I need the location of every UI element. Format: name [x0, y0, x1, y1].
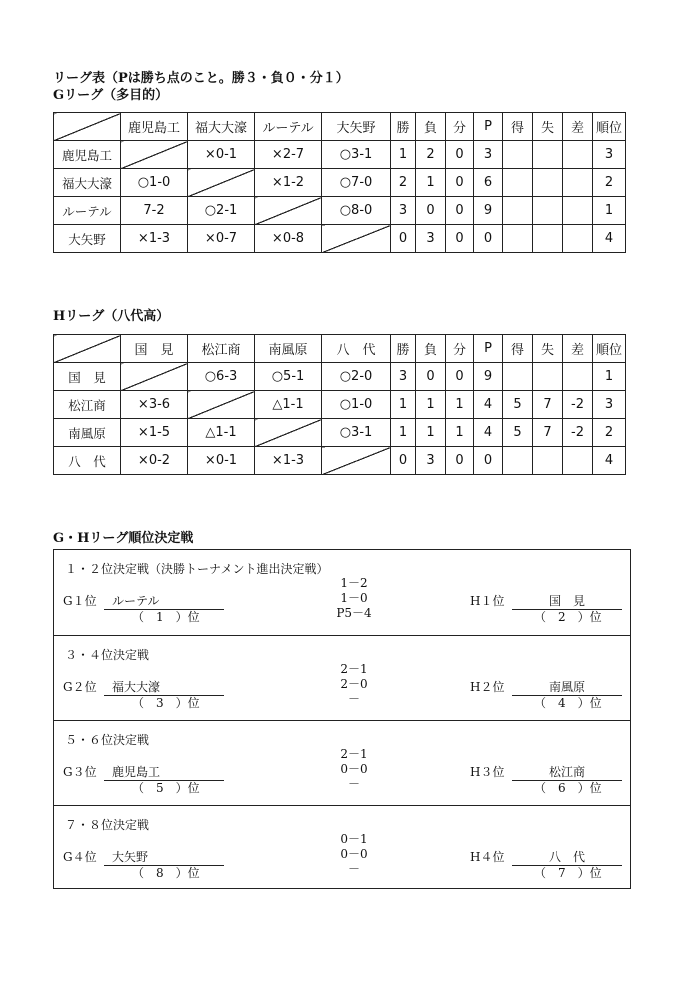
left-team-name: 大矢野	[104, 848, 224, 866]
table-cell	[563, 197, 593, 225]
table-cell: 9	[474, 363, 503, 391]
match-title: １・２位決定戦（決勝トーナメント進出決定戦）	[65, 562, 329, 576]
table-cell: 1	[446, 391, 474, 419]
score-line: 0－0	[340, 762, 368, 776]
table-header-row	[54, 113, 626, 141]
table-cell: 4	[593, 225, 626, 253]
score-line: －	[347, 777, 360, 791]
self-match-cell	[188, 169, 255, 197]
table-row	[54, 225, 626, 253]
header-cell: 差	[563, 335, 593, 363]
table-cell: 1	[593, 197, 626, 225]
table-cell: 7-2	[121, 197, 188, 225]
table-cell	[533, 225, 563, 253]
header-cell: 勝	[391, 335, 416, 363]
table-cell: 1	[391, 391, 416, 419]
table-cell: ×0-2	[121, 447, 188, 475]
header-cell: 大矢野	[322, 113, 391, 141]
table-cell	[533, 141, 563, 169]
table-cell: 0	[446, 169, 474, 197]
row-team-cell: 南風原	[54, 419, 121, 447]
h-league-table	[53, 334, 626, 475]
header-cell: 分	[446, 335, 474, 363]
header-cell: 差	[563, 113, 593, 141]
right-final-rank: （ 7 ）位	[534, 866, 602, 880]
header-cell: 失	[533, 113, 563, 141]
match-title: ７・８位決定戦	[65, 818, 150, 832]
g-league-table	[53, 112, 626, 253]
header-cell: 南風原	[255, 335, 322, 363]
table-cell: 1	[446, 419, 474, 447]
table-cell: ×0-1	[188, 141, 255, 169]
table-cell: ○5-1	[255, 363, 322, 391]
table-cell: -2	[563, 419, 593, 447]
score-line: 2－1	[340, 662, 368, 676]
table-cell	[533, 363, 563, 391]
table-cell: 0	[446, 225, 474, 253]
table-cell: 5	[503, 391, 533, 419]
table-cell: ○6-3	[188, 363, 255, 391]
h-league-title: Hリーグ（八代高）	[53, 309, 170, 324]
self-match-cell	[255, 419, 322, 447]
right-seed-label: H２位	[470, 680, 505, 694]
page-title: リーグ表（Pは勝ち点のこと。勝３・負０・分１）	[53, 71, 349, 86]
table-cell	[563, 447, 593, 475]
table-cell: ×3-6	[121, 391, 188, 419]
left-final-rank: （ 3 ）位	[132, 696, 200, 710]
score-line: 1－0	[340, 591, 368, 605]
playoffs-title: G・Hリーグ順位決定戦	[53, 531, 194, 546]
table-cell: 3	[416, 225, 446, 253]
right-seed-label: H４位	[470, 850, 505, 864]
left-team-name: 鹿児島工	[104, 763, 224, 781]
table-cell: ×0-8	[255, 225, 322, 253]
table-cell: ○1-0	[322, 391, 391, 419]
table-cell: 2	[391, 169, 416, 197]
table-cell: ×1-2	[255, 169, 322, 197]
table-cell: ×0-1	[188, 447, 255, 475]
row-team-cell: 大矢野	[54, 225, 121, 253]
table-row	[54, 419, 626, 447]
table-cell: ×1-3	[255, 447, 322, 475]
table-cell	[533, 197, 563, 225]
right-team-name: 国 見	[512, 592, 622, 610]
header-cell: P	[474, 113, 503, 141]
right-team-name: 松江商	[512, 763, 622, 781]
row-team-cell: 国 見	[54, 363, 121, 391]
row-team-cell: 鹿児島工	[54, 141, 121, 169]
table-cell: 7	[533, 391, 563, 419]
table-cell: 4	[474, 419, 503, 447]
right-seed-label: H３位	[470, 765, 505, 779]
self-match-cell	[121, 141, 188, 169]
table-cell: ○7-0	[322, 169, 391, 197]
score-line: －	[347, 862, 360, 876]
header-cell: 負	[416, 113, 446, 141]
playoffs-box	[53, 549, 631, 889]
row-team-cell: ルーテル	[54, 197, 121, 225]
table-cell: 0	[446, 447, 474, 475]
table-cell	[563, 225, 593, 253]
self-match-cell	[188, 391, 255, 419]
score-line: P5－4	[336, 606, 372, 620]
table-cell: △1-1	[255, 391, 322, 419]
table-cell: ○8-0	[322, 197, 391, 225]
table-row	[54, 391, 626, 419]
score-line: 0－0	[340, 847, 368, 861]
right-final-rank: （ 4 ）位	[534, 696, 602, 710]
left-team-name: 福大大濠	[104, 678, 224, 696]
table-cell: 1	[391, 419, 416, 447]
right-final-rank: （ 6 ）位	[534, 781, 602, 795]
table-cell: 3	[593, 141, 626, 169]
table-cell	[563, 363, 593, 391]
table-cell	[503, 225, 533, 253]
score-line: 0－1	[340, 832, 368, 846]
playoff-match	[54, 720, 630, 806]
right-team-name: 八 代	[512, 848, 622, 866]
table-cell	[503, 447, 533, 475]
header-cell: 八 代	[322, 335, 391, 363]
table-cell: 3	[474, 141, 503, 169]
table-cell: 0	[446, 141, 474, 169]
table-cell: 2	[593, 169, 626, 197]
header-cell: 鹿児島工	[121, 113, 188, 141]
header-cell: 国 見	[121, 335, 188, 363]
self-match-cell	[322, 225, 391, 253]
header-cell: 得	[503, 113, 533, 141]
header-cell: P	[474, 335, 503, 363]
table-cell	[503, 363, 533, 391]
row-team-cell: 福大大濠	[54, 169, 121, 197]
table-cell: 1	[416, 419, 446, 447]
table-cell: 2	[593, 419, 626, 447]
table-cell: 0	[474, 447, 503, 475]
table-cell: 1	[593, 363, 626, 391]
header-cell: 失	[533, 335, 563, 363]
table-cell: 0	[446, 363, 474, 391]
table-cell: ×1-3	[121, 225, 188, 253]
match-scores	[314, 832, 394, 877]
corner-cell	[54, 335, 121, 363]
table-cell: 3	[416, 447, 446, 475]
self-match-cell	[121, 363, 188, 391]
match-scores	[314, 576, 394, 621]
left-final-rank: （ 1 ）位	[132, 610, 200, 624]
table-cell: 1	[416, 391, 446, 419]
table-cell: 1	[416, 169, 446, 197]
playoff-match	[54, 805, 630, 891]
table-cell: 7	[533, 419, 563, 447]
left-final-rank: （ 5 ）位	[132, 781, 200, 795]
header-cell: 負	[416, 335, 446, 363]
table-cell: 0	[416, 363, 446, 391]
table-cell: ○2-1	[188, 197, 255, 225]
table-cell	[503, 197, 533, 225]
playoff-match	[54, 635, 630, 721]
table-cell	[533, 447, 563, 475]
score-line: 1－2	[340, 576, 368, 590]
table-cell: 0	[474, 225, 503, 253]
table-cell: 0	[391, 225, 416, 253]
table-cell: ×2-7	[255, 141, 322, 169]
left-seed-label: G３位	[63, 765, 97, 779]
table-row	[54, 197, 626, 225]
left-final-rank: （ 8 ）位	[132, 866, 200, 880]
left-seed-label: G２位	[63, 680, 97, 694]
table-row	[54, 141, 626, 169]
table-cell: 3	[391, 363, 416, 391]
corner-cell	[54, 113, 121, 141]
match-scores	[314, 662, 394, 707]
table-header-row	[54, 335, 626, 363]
table-cell: 9	[474, 197, 503, 225]
table-cell: -2	[563, 391, 593, 419]
table-cell: △1-1	[188, 419, 255, 447]
table-cell: 0	[416, 197, 446, 225]
score-line: 2－1	[340, 747, 368, 761]
table-cell: 4	[474, 391, 503, 419]
table-row	[54, 447, 626, 475]
right-seed-label: H１位	[470, 594, 505, 608]
right-final-rank: （ 2 ）位	[534, 610, 602, 624]
table-cell: ×1-5	[121, 419, 188, 447]
playoff-match	[54, 550, 630, 635]
score-line: 2－0	[340, 677, 368, 691]
left-seed-label: G４位	[63, 850, 97, 864]
self-match-cell	[322, 447, 391, 475]
table-cell: 0	[446, 197, 474, 225]
table-cell	[563, 141, 593, 169]
table-cell: 6	[474, 169, 503, 197]
header-cell: 順位	[593, 113, 626, 141]
left-team-name: ルーテル	[104, 592, 224, 610]
header-cell: 松江商	[188, 335, 255, 363]
row-team-cell: 八 代	[54, 447, 121, 475]
right-team-name: 南風原	[512, 678, 622, 696]
left-seed-label: G１位	[63, 594, 97, 608]
table-cell	[503, 141, 533, 169]
table-row	[54, 169, 626, 197]
table-cell: 5	[503, 419, 533, 447]
header-cell: 福大大濠	[188, 113, 255, 141]
table-cell: ○1-0	[121, 169, 188, 197]
row-team-cell: 松江商	[54, 391, 121, 419]
header-cell: 得	[503, 335, 533, 363]
table-cell: ×0-7	[188, 225, 255, 253]
match-scores	[314, 747, 394, 792]
table-cell: 3	[391, 197, 416, 225]
g-league-title: Gリーグ（多目的）	[53, 88, 169, 103]
header-cell: 順位	[593, 335, 626, 363]
header-cell: 勝	[391, 113, 416, 141]
match-title: ５・６位決定戦	[65, 733, 150, 747]
header-cell: ルーテル	[255, 113, 322, 141]
table-cell: 2	[416, 141, 446, 169]
table-cell	[503, 169, 533, 197]
header-cell: 分	[446, 113, 474, 141]
self-match-cell	[255, 197, 322, 225]
table-cell: ○2-0	[322, 363, 391, 391]
table-cell: ○3-1	[322, 419, 391, 447]
table-cell: ○3-1	[322, 141, 391, 169]
table-row	[54, 363, 626, 391]
table-cell: 4	[593, 447, 626, 475]
table-cell	[533, 169, 563, 197]
score-line: －	[347, 692, 360, 706]
table-cell	[563, 169, 593, 197]
table-cell: 0	[391, 447, 416, 475]
table-cell: 1	[391, 141, 416, 169]
match-title: ３・４位決定戦	[65, 648, 150, 662]
table-cell: 3	[593, 391, 626, 419]
